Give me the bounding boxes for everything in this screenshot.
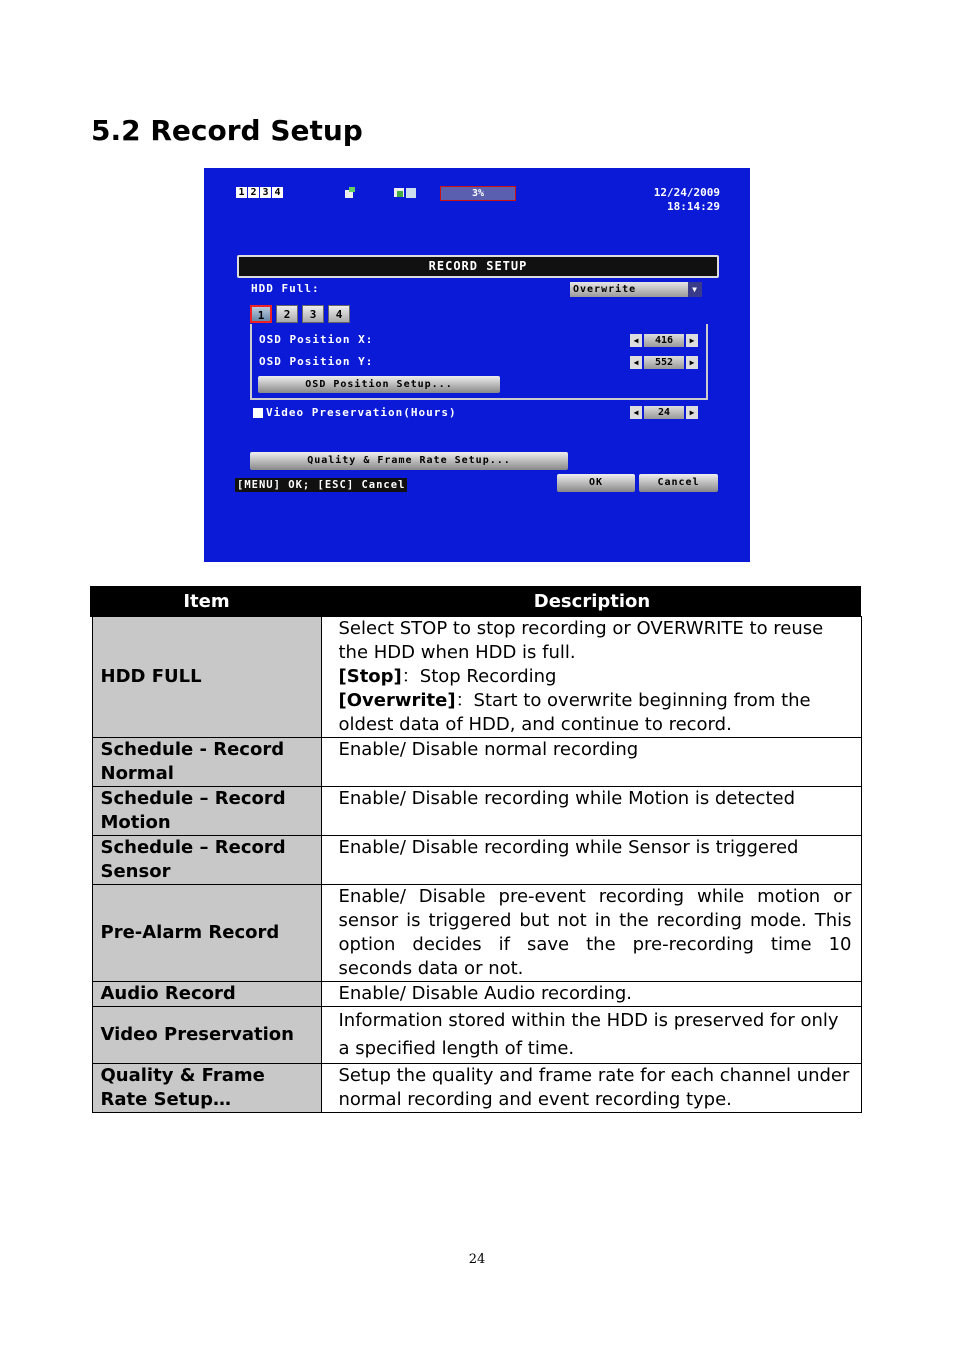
network-icon	[344, 186, 356, 199]
time-text: 18:14:29	[667, 200, 720, 213]
description-cell: Enable/ Disable pre-event recording while motion or sensor is triggered but not in the recording mode. This option decides if save the pre-recording time 10 seconds data or not.	[321, 885, 861, 982]
osd-position-setup-button[interactable]: OSD Position Setup...	[258, 376, 500, 393]
osd-x-stepper	[630, 334, 698, 347]
tab-channel-1[interactable]: 1	[250, 305, 272, 323]
tab-channel-2[interactable]: 2	[276, 305, 298, 323]
record-setup-screenshot	[204, 168, 750, 562]
record-setup-table	[90, 586, 862, 1113]
osd-y-value[interactable]: 552	[644, 356, 684, 369]
tab-channel-3[interactable]: 3	[302, 305, 324, 323]
arrow-right-icon[interactable]: ▶	[686, 356, 698, 369]
option-text: ：Start to overwrite beginning from the oldest data of HDD, and continue to record.	[338, 690, 811, 735]
hdd-usage-bar: 3%	[440, 186, 516, 201]
table-header	[92, 586, 861, 617]
option-key: [Overwrite]	[338, 690, 456, 711]
channel-1: 1	[236, 187, 247, 198]
arrow-left-icon[interactable]: ◀	[630, 356, 642, 369]
date-text: 12/24/2009	[653, 186, 720, 199]
table-row	[92, 982, 861, 1007]
page-number: 24	[468, 1252, 486, 1267]
channel-2: 2	[248, 187, 259, 198]
record-status-icon	[393, 186, 417, 199]
cancel-button[interactable]: Cancel	[639, 474, 718, 492]
table-row	[92, 1007, 861, 1064]
description-text: Select STOP to stop recording or OVERWRITE to reuse the HDD when HDD is full.	[338, 618, 824, 663]
hdd-full-label: HDD Full:	[251, 282, 320, 295]
description-cell	[321, 617, 861, 738]
item-cell: Schedule – Record Motion	[92, 787, 321, 836]
description-cell: Enable/ Disable normal recording	[321, 738, 861, 787]
option-key: [Stop]	[338, 666, 402, 687]
description-cell: Setup the quality and frame rate for each channel under normal recording and event recording type.	[321, 1064, 861, 1113]
channel-indicator	[236, 187, 283, 198]
dialog-title: RECORD SETUP	[237, 255, 719, 278]
item-cell: Schedule - Record Normal	[92, 738, 321, 787]
header-item: Item	[92, 586, 321, 617]
description-text	[339, 689, 852, 737]
item-cell: HDD FULL	[92, 617, 321, 738]
description-cell: Enable/ Disable recording while Motion is detected	[321, 787, 861, 836]
table-row	[92, 738, 861, 787]
video-preservation-stepper	[630, 406, 698, 419]
table-row	[92, 1064, 861, 1113]
option-text: ：Stop Recording	[401, 666, 557, 687]
video-preservation-checkbox[interactable]	[253, 408, 263, 418]
table-row	[92, 885, 861, 982]
header-description: Description	[321, 586, 861, 617]
item-cell: Video Preservation	[92, 1007, 321, 1064]
datetime	[650, 186, 720, 214]
section-title: 5.2 Record Setup	[91, 114, 363, 147]
description-cell: Information stored within the HDD is preserved for only a specified length of time.	[321, 1007, 861, 1064]
video-preservation-label: Video Preservation(Hours)	[266, 406, 457, 419]
description-text	[339, 665, 852, 689]
description-cell: Enable/ Disable Audio recording.	[321, 982, 861, 1007]
table-row	[92, 836, 861, 885]
osd-y-stepper	[630, 356, 698, 369]
hdd-full-value: Overwrite	[573, 284, 637, 295]
quality-frame-rate-button[interactable]: Quality & Frame Rate Setup...	[250, 452, 568, 470]
arrow-left-icon[interactable]: ◀	[630, 406, 642, 419]
arrow-right-icon[interactable]: ▶	[686, 334, 698, 347]
table-row	[92, 787, 861, 836]
table-row	[92, 617, 861, 738]
item-cell: Schedule – Record Sensor	[92, 836, 321, 885]
arrow-left-icon[interactable]: ◀	[630, 334, 642, 347]
item-cell: Pre-Alarm Record	[92, 885, 321, 982]
item-cell: Audio Record	[92, 982, 321, 1007]
tab-channel-4[interactable]: 4	[328, 305, 350, 323]
osd-x-value[interactable]: 416	[644, 334, 684, 347]
video-preservation-row	[253, 406, 457, 419]
channel-3: 3	[260, 187, 271, 198]
arrow-right-icon[interactable]: ▶	[686, 406, 698, 419]
osd-x-label: OSD Position X:	[259, 333, 374, 346]
osd-y-label: OSD Position Y:	[259, 355, 374, 368]
hdd-full-dropdown[interactable]	[570, 282, 702, 297]
channel-4: 4	[272, 187, 283, 198]
key-hint: [MENU] OK; [ESC] Cancel	[237, 479, 406, 491]
ok-button[interactable]: OK	[557, 474, 635, 492]
video-preservation-value[interactable]: 24	[644, 406, 684, 419]
chevron-down-icon: ▼	[688, 282, 702, 297]
channel-tabs	[250, 305, 350, 323]
description-cell: Enable/ Disable recording while Sensor is triggered	[321, 836, 861, 885]
item-cell: Quality & Frame Rate Setup…	[92, 1064, 321, 1113]
